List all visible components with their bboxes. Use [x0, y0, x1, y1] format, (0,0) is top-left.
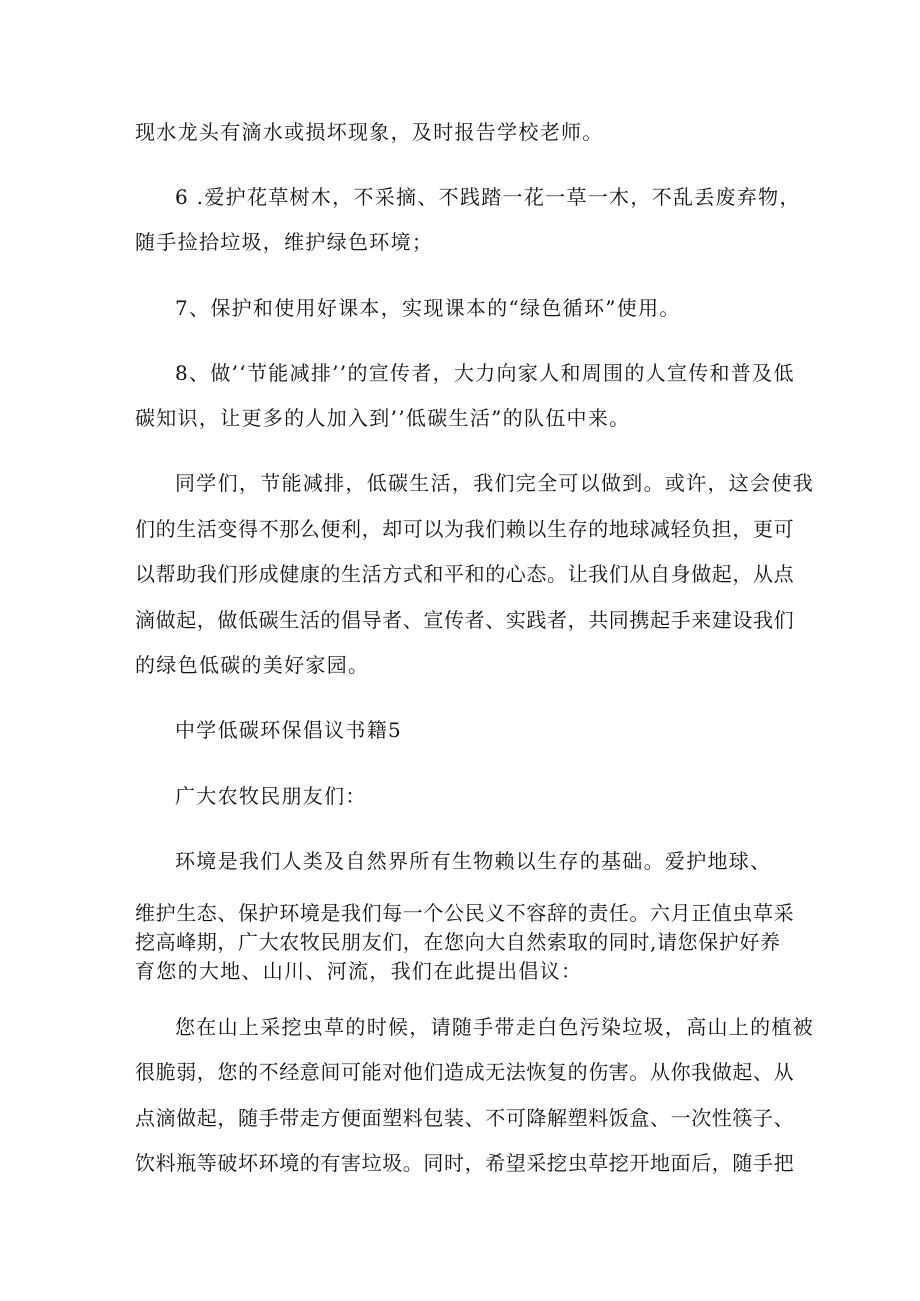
text-line: 您在山上采挖虫草的时候，请随手带走白色污染垃圾，高山上的植被: [175, 1015, 814, 1039]
text-line: 维护生态、保护环境是我们每一个公民义不容辞的责任。六月正值虫草采: [135, 901, 795, 925]
text-line: 8、做’‘节能减排’’的宣传者，大力向家人和周围的人宣传和普及低: [175, 361, 795, 385]
text-line: 点滴做起，随手带走方便面塑料包装、不可降解塑料饭盒、一次性筷子、: [135, 1106, 795, 1130]
text-line: 同学们，节能减排，低碳生活，我们完全可以做到。或许，这会使我: [175, 471, 814, 495]
text-line: 以帮助我们形成健康的生活方式和平和的心态。让我们从自身做起，从点: [135, 562, 795, 586]
text-line: 的绿色低碳的美好家园。: [135, 653, 370, 677]
text-line: 挖高峰期，广大农牧民朋友们，在您向大自然索取的同时,请您保护好养: [135, 930, 781, 954]
text-line: 饮料瓶等破坏环境的有害垃圾。同时，希望采挖虫草挖开地面后，随手把: [135, 1151, 795, 1175]
text-line: 6 .爱护花草树木，不采摘、不践踏一花一草一木，不乱丢废弃物，: [175, 185, 801, 209]
text-line: 滴做起，做低碳生活的倡导者、宣传者、实践者，共同携起手来建设我们: [135, 608, 795, 632]
text-line: 们的生活变得不那么便利，却可以为我们赖以生存的地球减轻负担，更可: [135, 517, 795, 541]
text-line: 随手捡拾垃圾，维护绿色环境；: [135, 230, 434, 254]
section-heading: 中学低碳环保倡议书籍5: [175, 718, 403, 742]
text-line: 碳知识，让更多的人加入到’’低碳生活”的队伍中来。: [135, 406, 631, 430]
text-line: 环境是我们人类及自然界所有生物赖以生存的基础。爱护地球、: [175, 849, 772, 873]
text-line: 现水龙头有滴水或损坏现象，及时报告学校老师。: [135, 120, 604, 144]
text-line: 7、保护和使用好课本，实现课本的“绿色循环”使用。: [175, 296, 681, 320]
salutation: 广大农牧民朋友们：: [175, 784, 367, 808]
text-line: 很脆弱，您的不经意间可能对他们造成无法恢复的伤害。从你我做起、从: [135, 1060, 795, 1084]
text-line: 育您的大地、山川、河流，我们在此提出倡议：: [135, 959, 583, 983]
